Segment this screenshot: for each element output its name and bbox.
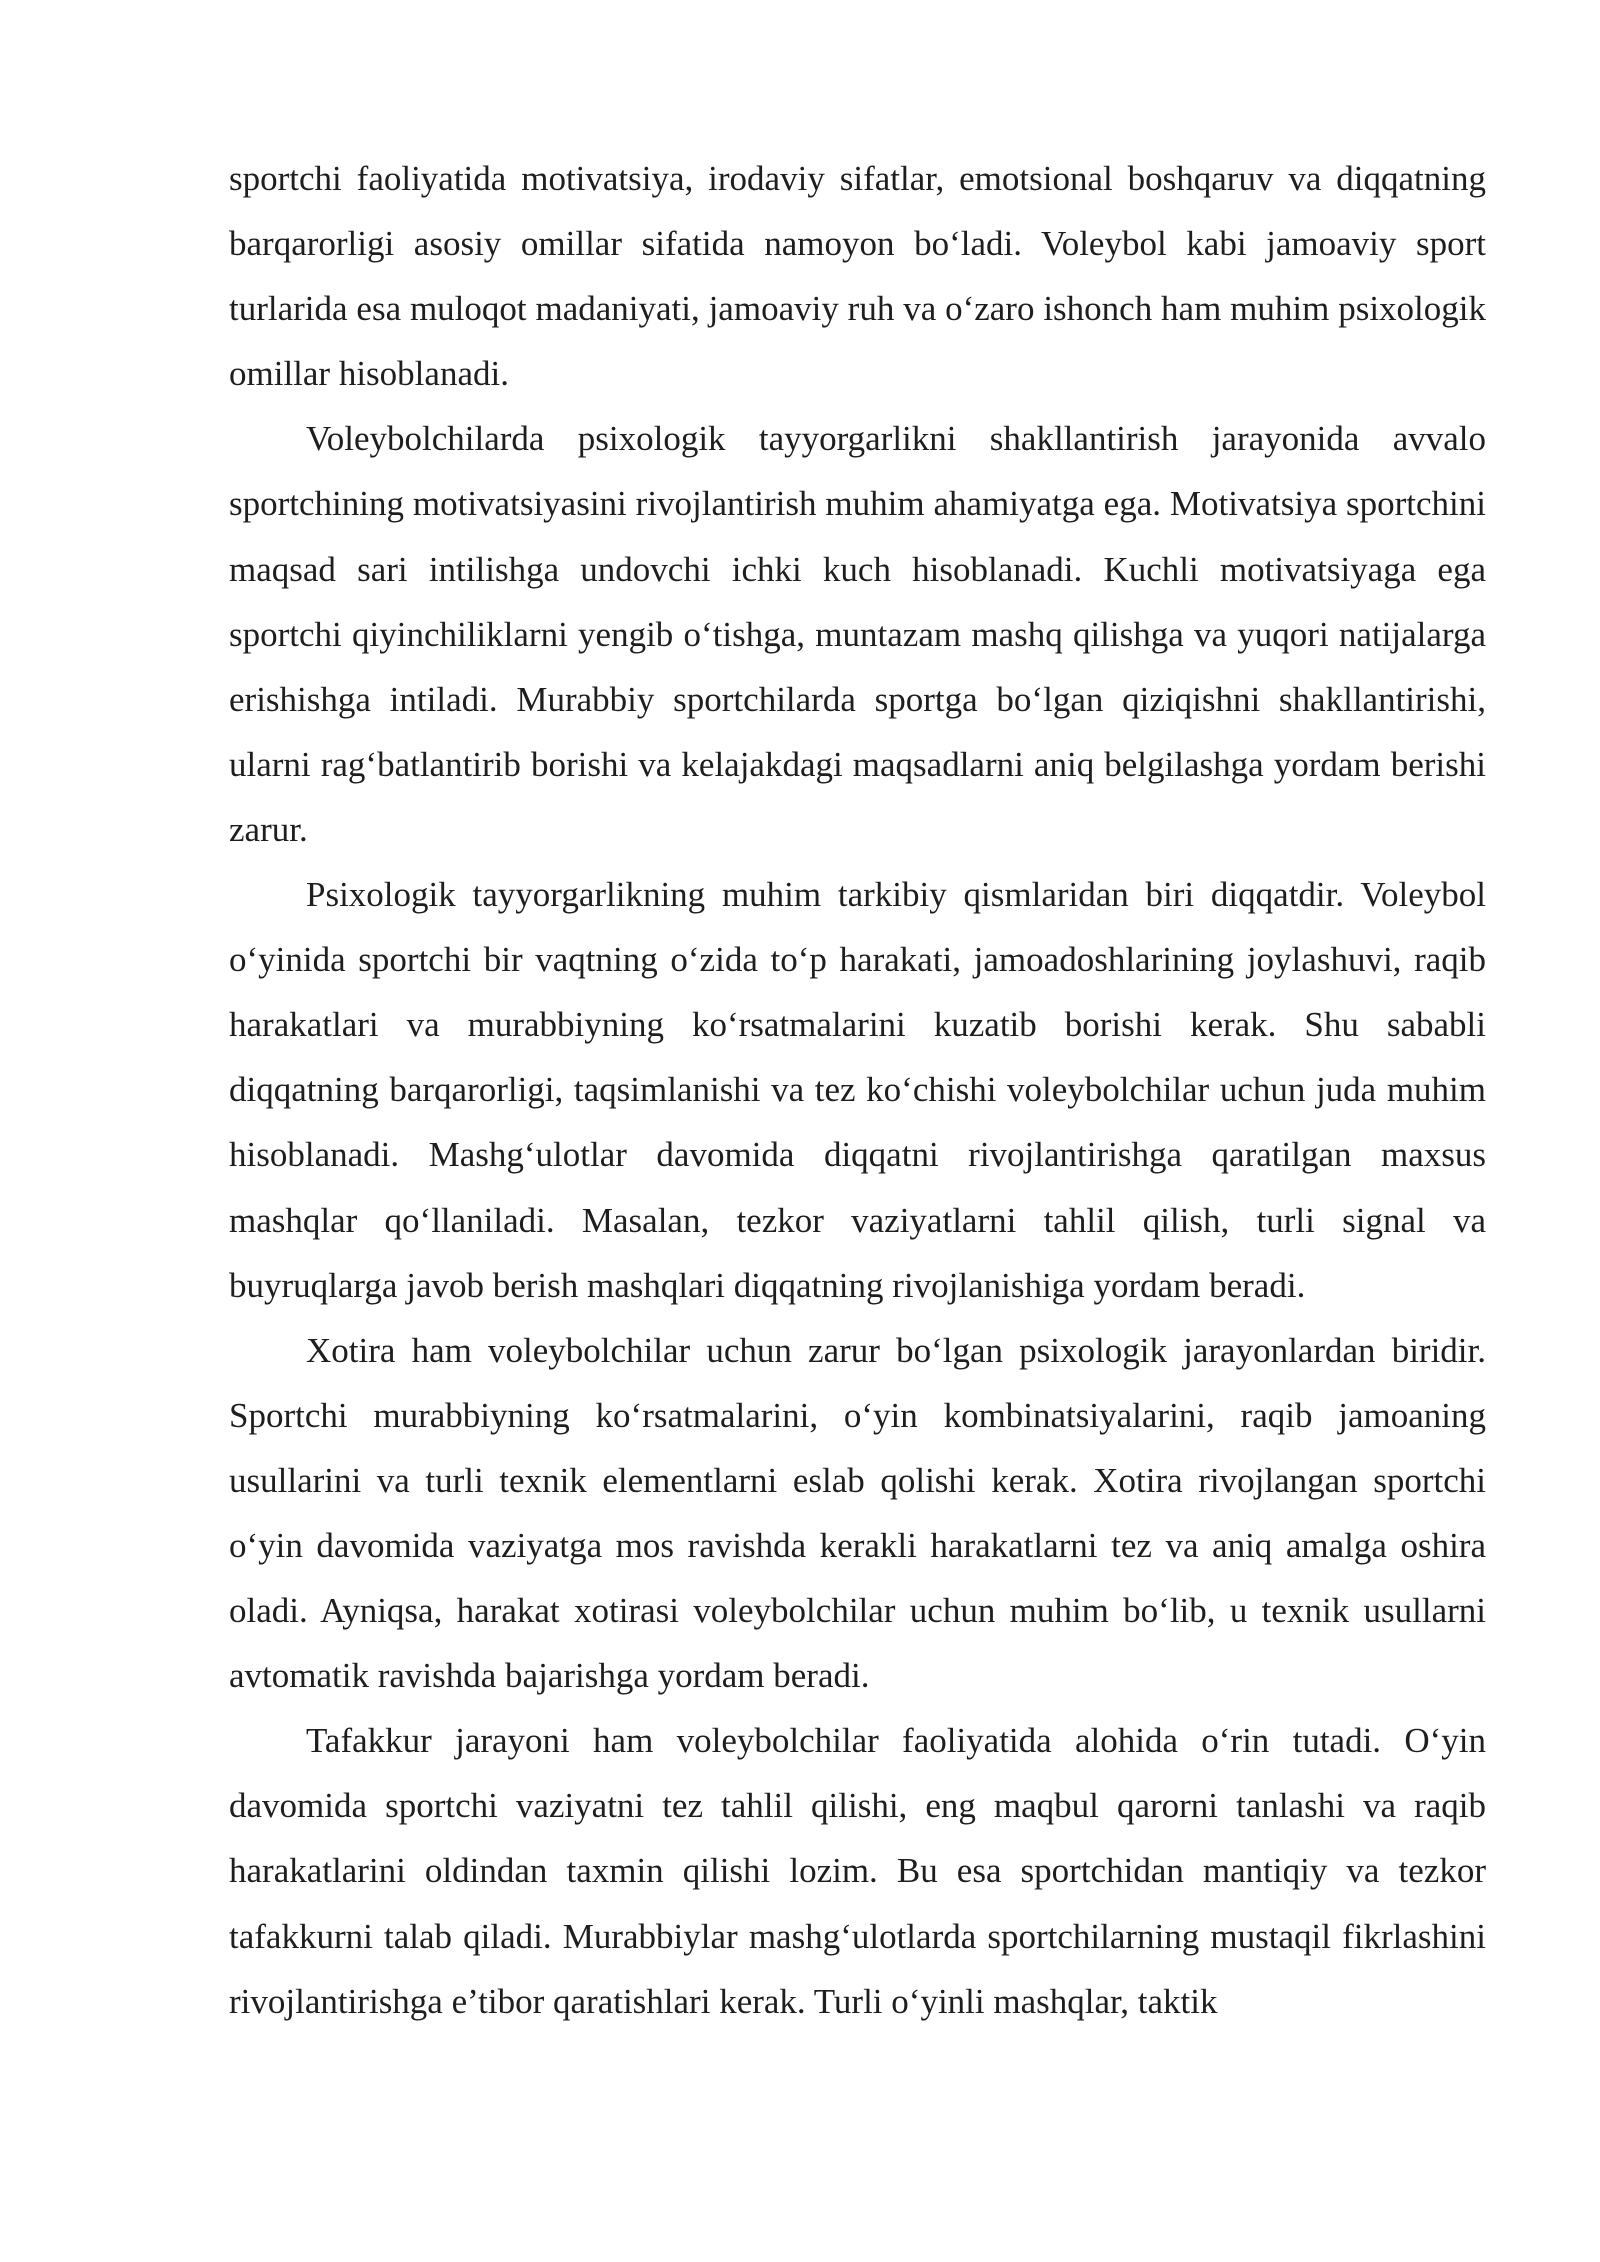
paragraph-motivation: Voleybolchilarda psixologik tayyorgarlikni shakllantirish jarayonida avvalo sportchining motivatsiyasini rivojlantirish muhim ahamiyatga ega. Motivatsiya sportchini maqsad sari intilishga undovchi ichki kuch hisoblanadi. Kuchli motivatsiyaga ega sportchi qiyinchiliklarni yengib o‘tishga, muntazam mashq qilishga va yuqori natijalarga erishishga intiladi. Murabbiy sportchilarda sportga bo‘lgan qiziqishni shakllantirishi, ularni rag‘batlantirib borishi va kelajakdagi maqsadlarni aniq belgilashga yordam berishi zarur.	[229, 419, 1486, 849]
paragraph-thinking: Tafakkur jarayoni ham voleybolchilar faoliyatida alohida o‘rin tutadi. O‘yin davomida sportchi vaziyatni tez tahlil qilishi, eng maqbul qarorni tanlashi va raqib harakatlarini oldindan taxmin qilishi lozim. Bu esa sportchidan mantiqiy va tezkor tafakkurni talab qiladi. Murabbiylar mashg‘ulotlarda sportchilarning mustaqil fikrlashini rivojlantirishga e’tibor qaratishlari kerak. Turli o‘yinli mashqlar, taktik	[229, 1721, 1486, 2021]
body-text	[229, 146, 1486, 2034]
paragraph-memory: Xotira ham voleybolchilar uchun zarur bo‘lgan psixologik jarayonlardan biridir. Sportchi murabbiyning ko‘rsatmalarini, o‘yin kombinatsiyalarini, raqib jamoaning usullarini va turli texnik elementlarni eslab qolishi kerak. Xotira rivojlangan sportchi o‘yin davomida vaziyatga mos ravishda kerakli harakatlarni tez va aniq amalga oshira oladi. Ayniqsa, harakat xotirasi voleybolchilar uchun muhim bo‘lib, u texnik usullarni avtomatik ravishda bajarishga yordam beradi.	[229, 1330, 1486, 1696]
paragraph-attention: Psixologik tayyorgarlikning muhim tarkibiy qismlaridan biri diqqatdir. Voleybol o‘yinida sportchi bir vaqtning o‘zida to‘p harakati, jamoadoshlarining joylashuvi, raqib harakatlari va murabbiyning ko‘rsatmalarini kuzatib borishi kerak. Shu sababli diqqatning barqarorligi, taqsimlanishi va tez ko‘chishi voleybolchilar uchun juda muhim hisoblanadi. Mashg‘ulotlar davomida diqqatni rivojlantirishga qaratilgan maxsus mashqlar qo‘llaniladi. Masalan, tezkor vaziyatlarni tahlil qilish, turli signal va buyruqlarga javob berish mashqlari diqqatning rivojlanishiga yordam beradi.	[229, 875, 1486, 1305]
paragraph-continuation: sportchi faoliyatida motivatsiya, irodaviy sifatlar, emotsional boshqaruv va diqqatning barqarorligi asosiy omillar sifatida namoyon bo‘ladi. Voleybol kabi jamoaviy sport turlarida esa muloqot madaniyati, jamoaviy ruh va o‘zaro ishonch ham muhim psixologik omillar hisoblanadi.	[229, 159, 1486, 394]
